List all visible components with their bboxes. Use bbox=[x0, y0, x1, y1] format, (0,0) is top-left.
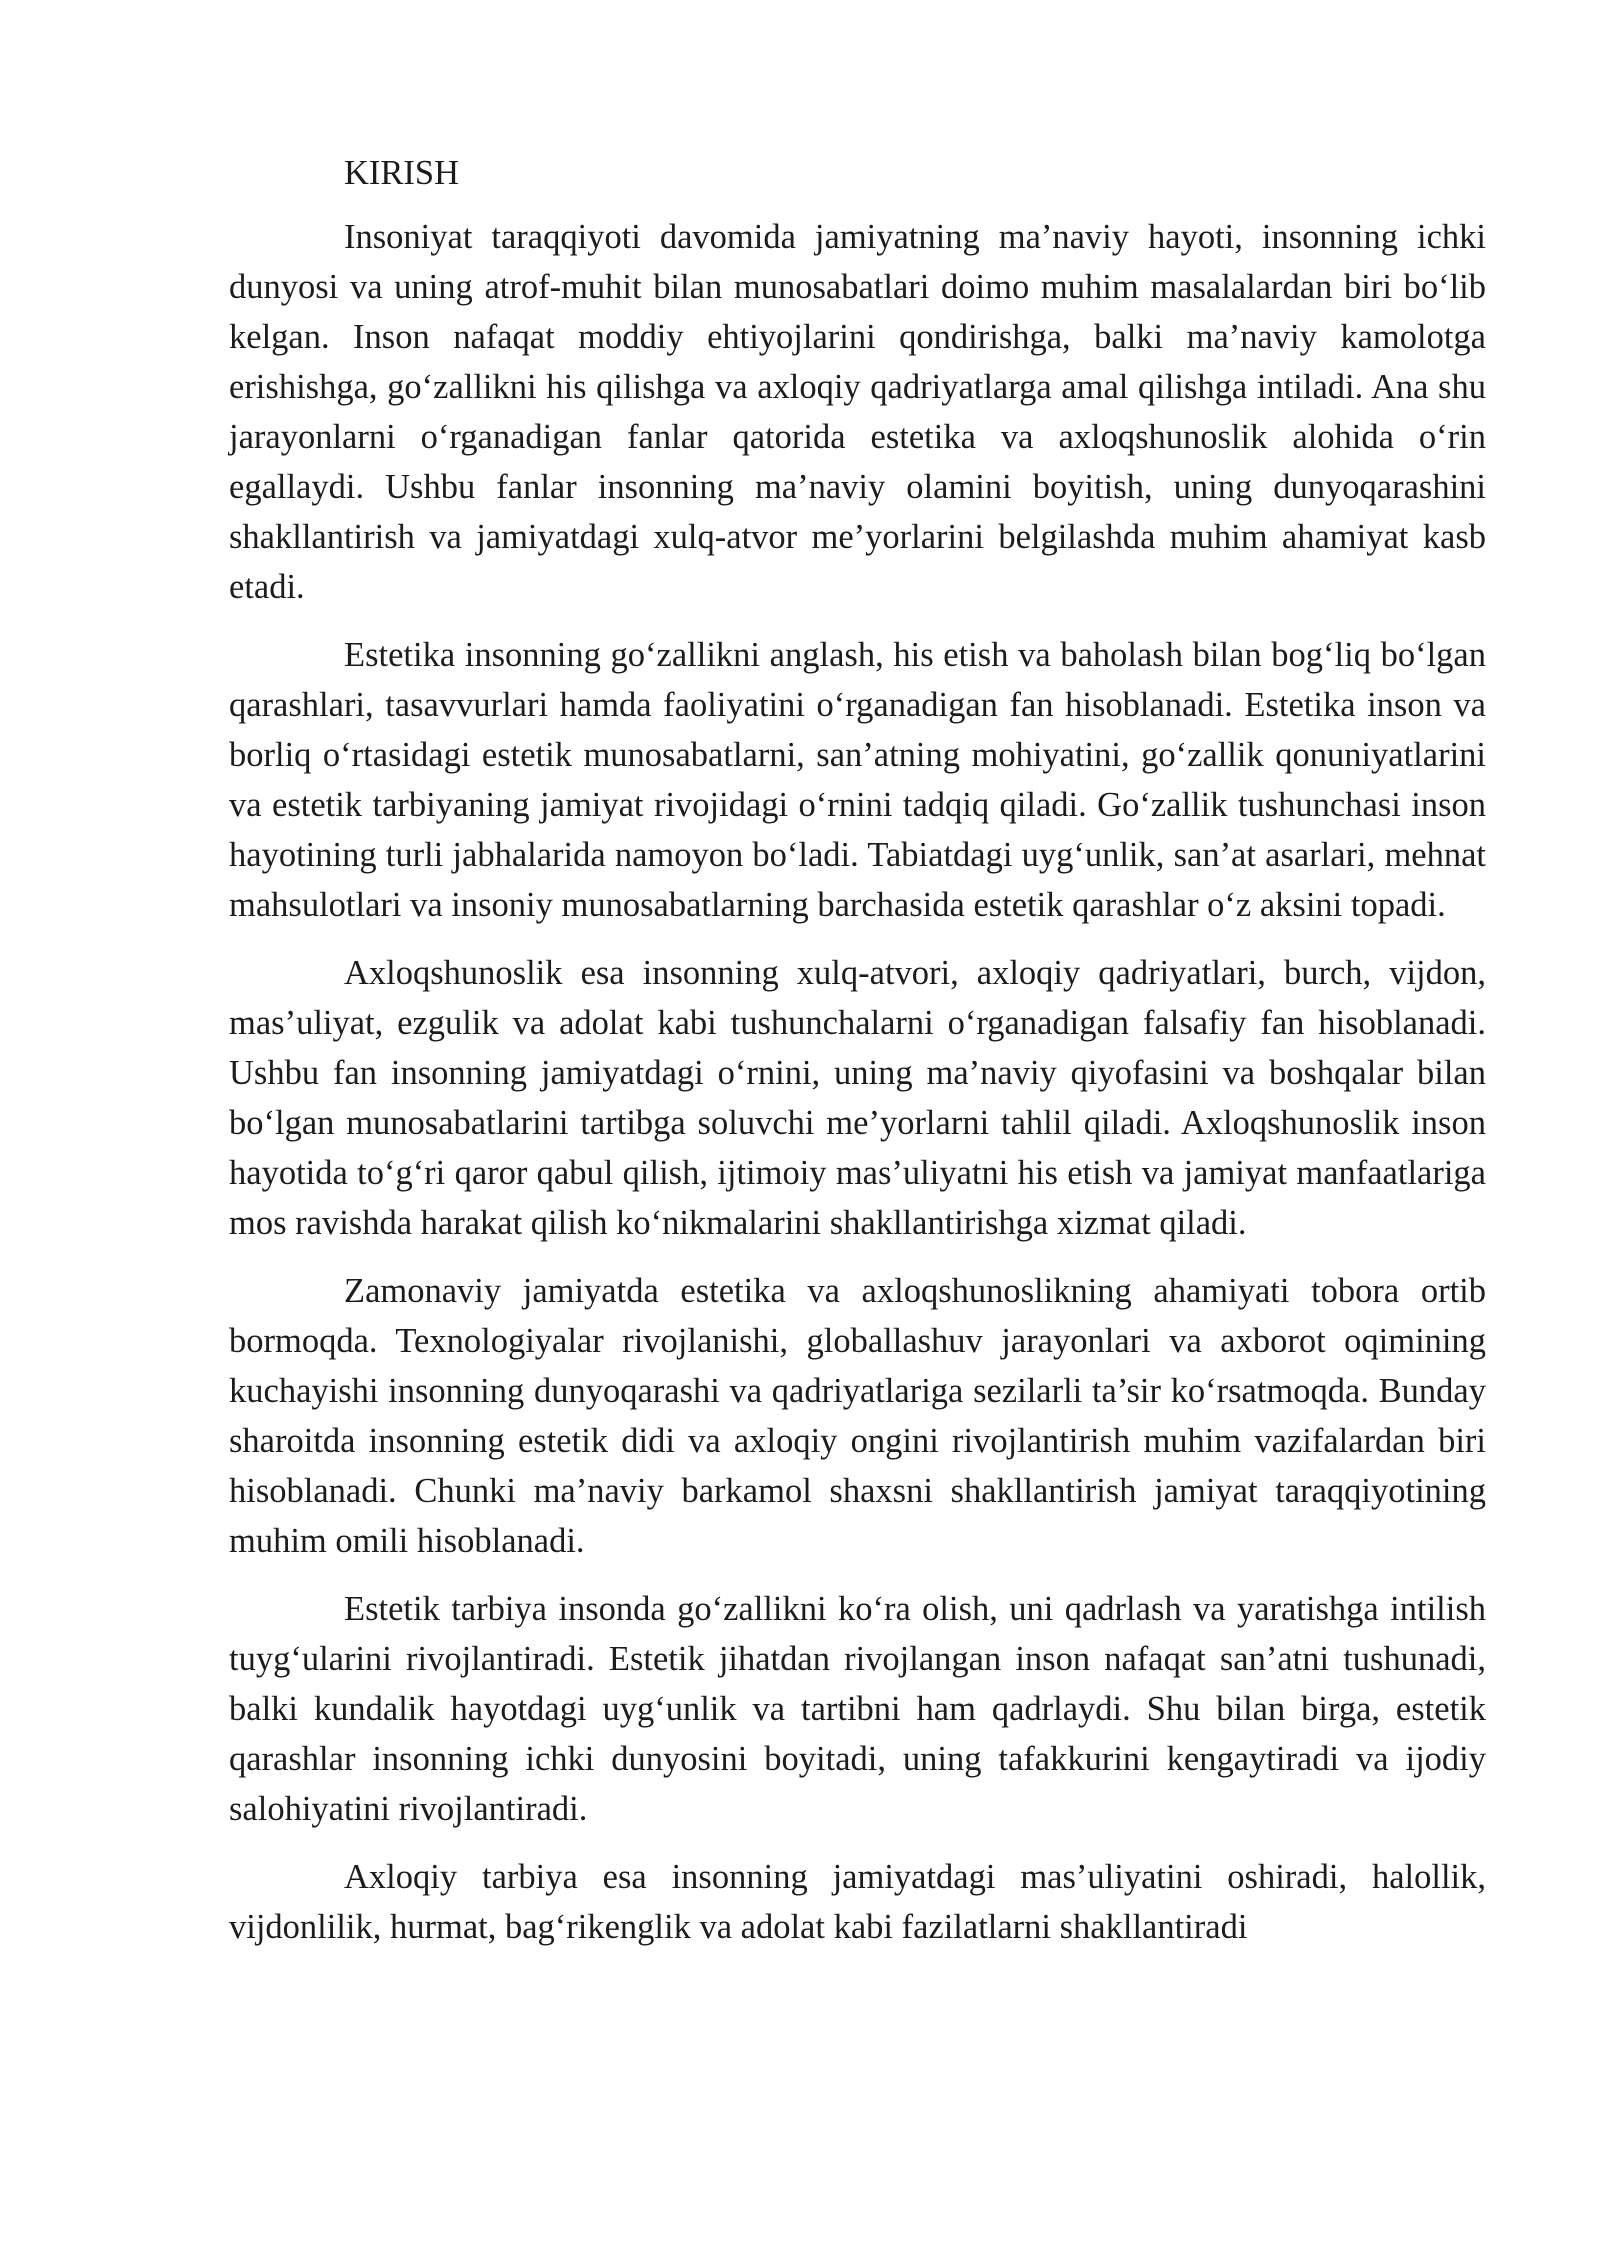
paragraph-5: Estetik tarbiya insonda go‘zallikni ko‘ra olish, uni qadrlash va yaratishga intilish tuyg‘ularini rivojlantiradi. Estetik jihatdan rivojlangan inson nafaqat san’atni tushunadi, balki kundalik hayotdagi uyg‘unlik va tartibni ham qadrlaydi. Shu bilan birga, estetik qarashlar insonning ichki dunyosini boyitadi, uning tafakkurini kengaytiradi va ijodiy salohiyatini rivojlantiradi. bbox=[229, 1590, 1486, 1828]
paragraph-6: Axloqiy tarbiya esa insonning jamiyatdagi mas’uliyatini oshiradi, halollik, vijdonlilik, hurmat, bag‘rikenglik va adolat kabi fazilatlarni shakllantiradi bbox=[229, 1858, 1486, 1946]
paragraph-2: Estetika insonning go‘zallikni anglash, his etish va baholash bilan bog‘liq bo‘lgan qarashlari, tasavvurlari hamda faoliyatini o‘rganadigan fan hisoblanadi. Estetika inson va borliq o‘rtasidagi estetik munosabatlarni, san’atning mohiyatini, go‘zallik qonuniyatlarini va estetik tarbiyaning jamiyat rivojidagi o‘rnini tadqiq qiladi. Go‘zallik tushunchasi inson hayotining turli jabhalarida namoyon bo‘ladi. Tabiatdagi uyg‘unlik, san’at asarlari, mehnat mahsulotlari va insoniy munosabatlarning barchasida estetik qarashlar o‘z aksini topadi. bbox=[229, 636, 1486, 924]
document-page bbox=[229, 148, 1486, 1970]
paragraph-4: Zamonaviy jamiyatda estetika va axloqshunoslikning ahamiyati tobora ortib bormoqda. Texnologiyalar rivojlanishi, globallashuv jarayonlari va axborot oqimining kuchayishi insonning dunyoqarashi va qadriyatlariga sezilarli ta’sir ko‘rsatmoqda. Bunday sharoitda insonning estetik didi va axloqiy ongini rivojlantirish muhim vazifalardan biri hisoblanadi. Chunki ma’naviy barkamol shaxsni shakllantirish jamiyat taraqqiyotining muhim omili hisoblanadi. bbox=[229, 1272, 1486, 1560]
section-heading: KIRISH bbox=[344, 154, 460, 192]
paragraph-3: Axloqshunoslik esa insonning xulq-atvori, axloqiy qadriyatlari, burch, vijdon, mas’uliyat, ezgulik va adolat kabi tushunchalarni o‘rganadigan falsafiy fan hisoblanadi. Ushbu fan insonning jamiyatdagi o‘rnini, uning ma’naviy qiyofasini va boshqalar bilan bo‘lgan munosabatlarini tartibga soluvchi me’yorlarni tahlil qiladi. Axloqshunoslik inson hayotida to‘g‘ri qaror qabul qilish, ijtimoiy mas’uliyatni his etish va jamiyat manfaatlariga mos ravishda harakat qilish ko‘nikmalarini shakllantirishga xizmat qiladi. bbox=[229, 954, 1486, 1242]
paragraph-1: Insoniyat taraqqiyoti davomida jamiyatning ma’naviy hayoti, insonning ichki dunyosi va uning atrof-muhit bilan munosabatlari doimo muhim masalalardan biri bo‘lib kelgan. Inson nafaqat moddiy ehtiyojlarini qondirishga, balki ma’naviy kamolotga erishishga, go‘zallikni his qilishga va axloqiy qadriyatlarga amal qilishga intiladi. Ana shu jarayonlarni o‘rganadigan fanlar qatorida estetika va axloqshunoslik alohida o‘rin egallaydi. Ushbu fanlar insonning ma’naviy olamini boyitish, uning dunyoqarashini shakllantirish va jamiyatdagi xulq-atvor me’yorlarini belgilashda muhim ahamiyat kasb etadi. bbox=[229, 218, 1486, 606]
